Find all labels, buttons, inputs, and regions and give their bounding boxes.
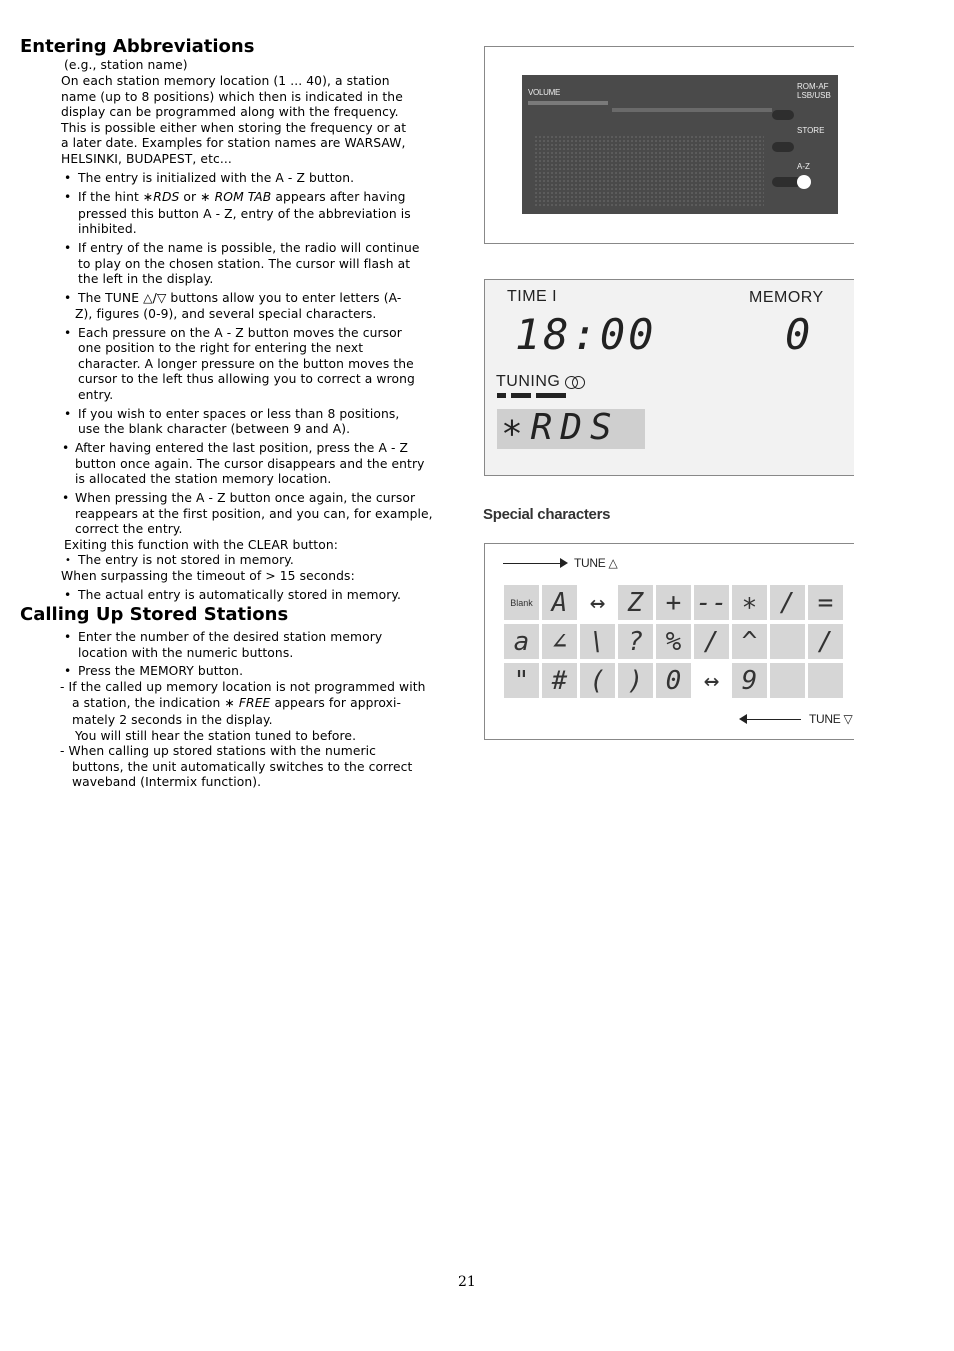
bullet-text: If entry of the name is possible, the radio will continue bbox=[78, 241, 420, 255]
intro-line: name (up to 8 positions) which then is indicated in the bbox=[61, 90, 403, 104]
volume-label: VOLUME bbox=[528, 88, 560, 97]
bullet-text: character. A longer pressure on the button moves the bbox=[78, 357, 414, 371]
bullet-dot: • bbox=[64, 241, 72, 255]
intro-line: HELSINKI, BUDAPEST, etc... bbox=[61, 152, 232, 166]
az-label: A-Z bbox=[797, 162, 810, 171]
calling-text: - If the called up memory location is not programmed with bbox=[60, 680, 426, 694]
bullet-text: The entry is initialized with the A - Z button. bbox=[78, 171, 355, 185]
az-button-indicator-icon bbox=[797, 175, 811, 189]
bullet-text: After having entered the last position, press the A - Z bbox=[75, 441, 409, 455]
special-char-cell: -- bbox=[693, 584, 730, 621]
stereo-icon bbox=[565, 376, 585, 388]
volume-bar bbox=[528, 101, 608, 105]
intro-line: This is possible either when storing the frequency or at bbox=[61, 121, 407, 135]
special-char-cell: 9 bbox=[731, 662, 768, 699]
bullet-text: pressed this button A - Z, entry of the abbreviation is bbox=[78, 207, 411, 221]
special-char-cell bbox=[769, 623, 806, 660]
lcd-display-figure bbox=[484, 279, 854, 476]
intro-eg: (e.g., station name) bbox=[64, 58, 188, 72]
bullet-text: The TUNE △/▽ buttons allow you to enter letters (A- bbox=[78, 291, 402, 305]
bullet-dot: • bbox=[64, 407, 72, 421]
bullet-text: reappears at the first position, and you can, for example, bbox=[75, 507, 433, 521]
bullet-text: use the blank character (between 9 and A). bbox=[78, 422, 351, 436]
rds-display-box bbox=[497, 409, 645, 449]
intro-line: display can be programmed along with the frequency. bbox=[61, 105, 399, 119]
special-char-cell: A bbox=[541, 584, 578, 621]
bullet-text: to play on the chosen station. The cursor will flash at bbox=[78, 257, 411, 271]
radio-display-panel bbox=[522, 75, 838, 214]
special-char-cell bbox=[807, 662, 844, 699]
tune-down-arrow-icon bbox=[747, 719, 801, 720]
special-char-cell: 0 bbox=[655, 662, 692, 699]
special-char-cell: ( bbox=[579, 662, 616, 699]
bullet-text: inhibited. bbox=[78, 222, 137, 236]
timeout-text: When surpassing the timeout of > 15 seconds: bbox=[61, 569, 355, 583]
special-char-cell: Z bbox=[617, 584, 654, 621]
special-char-cell: # bbox=[541, 662, 578, 699]
bullet-dot: • bbox=[64, 171, 72, 185]
calling-text: Press the MEMORY button. bbox=[78, 664, 244, 678]
bullet-text: entry. bbox=[78, 388, 114, 402]
special-char-cell: = bbox=[807, 584, 844, 621]
memory-label: MEMORY bbox=[749, 289, 824, 306]
tune-down-label: TUNE ▽ bbox=[809, 712, 853, 726]
dot-matrix-display bbox=[534, 135, 764, 207]
special-char-cell: % bbox=[655, 623, 692, 660]
tune-up-arrow-icon bbox=[503, 563, 565, 564]
section-title-entering-abbreviations: Entering Abbreviations bbox=[20, 36, 255, 57]
time-label: TIME I bbox=[507, 288, 558, 305]
calling-text: mately 2 seconds in the display. bbox=[72, 713, 273, 727]
bullet-text: one position to the right for entering the next bbox=[78, 341, 364, 355]
bullet-text: is allocated the station memory location. bbox=[75, 472, 332, 486]
bullet-text: cursor to the left thus allowing you to correct a wrong bbox=[78, 372, 415, 386]
special-char-cell: \ bbox=[579, 623, 616, 660]
intro-line: a later date. Examples for station names are WARSAW, bbox=[61, 136, 406, 150]
store-label: STORE bbox=[797, 126, 825, 135]
calling-text: You will still hear the station tuned to before. bbox=[75, 729, 357, 743]
special-char-cell: ∠ bbox=[541, 623, 578, 660]
special-characters-title: Special characters bbox=[483, 506, 611, 523]
special-char-cell: / bbox=[693, 623, 730, 660]
timeout-bullet: The actual entry is automatically stored in memory. bbox=[78, 588, 402, 602]
special-char-cell: / bbox=[769, 584, 806, 621]
special-char-cell: / bbox=[807, 623, 844, 660]
bullet-text-rds-hint: If the hint ∗RDS or ∗ ROM TAB appears after having bbox=[78, 190, 406, 204]
romaf-button bbox=[772, 110, 794, 120]
bullet-dot: • bbox=[64, 291, 72, 305]
arrow-head-left-icon bbox=[739, 714, 747, 724]
special-char-cell: ? bbox=[617, 623, 654, 660]
special-char-cell: ↔ bbox=[579, 584, 616, 621]
calling-text: buttons, the unit automatically switches to the correct bbox=[72, 760, 413, 774]
bullet-text: Each pressure on the A - Z button moves the cursor bbox=[78, 326, 402, 340]
calling-text: location with the numeric buttons. bbox=[78, 646, 294, 660]
memory-number-display: 0 bbox=[785, 310, 811, 359]
store-button bbox=[772, 142, 794, 152]
special-char-cell: Blank bbox=[503, 584, 540, 621]
volume-bar-track bbox=[612, 108, 772, 112]
bullet-text: correct the entry. bbox=[75, 522, 183, 536]
bullet-dot: • bbox=[64, 190, 72, 204]
special-characters-figure bbox=[484, 543, 854, 740]
bullet-dot: • bbox=[64, 326, 72, 340]
intro-line: On each station memory location (1 ... 40), a station bbox=[61, 74, 390, 88]
clock-display: 18:00 bbox=[515, 310, 657, 359]
romaf-label: ROM-AF bbox=[797, 82, 829, 91]
bullet-dot: • bbox=[62, 441, 70, 455]
bullet-text: the left in the display. bbox=[78, 272, 214, 286]
bullet-text: If you wish to enter spaces or less than 8 positions, bbox=[78, 407, 400, 421]
bullet-text: Z), figures (0-9), and several special characters. bbox=[75, 307, 377, 321]
calling-text: waveband (Intermix function). bbox=[72, 775, 262, 789]
bullet-dot: • bbox=[62, 491, 70, 505]
bullet-text: When pressing the A - Z button once again, the cursor bbox=[75, 491, 416, 505]
bullet-dot: • bbox=[65, 555, 71, 566]
calling-text-free: a station, the indication ∗ FREE appears for approxi- bbox=[72, 696, 402, 710]
bullet-dot: • bbox=[64, 664, 72, 678]
radio-panel-figure bbox=[484, 46, 854, 244]
special-char-cell: ) bbox=[617, 662, 654, 699]
page-number: 21 bbox=[458, 1274, 476, 1290]
bullet-text: button once again. The cursor disappears and the entry bbox=[75, 457, 425, 471]
exit-text: Exiting this function with the CLEAR button: bbox=[64, 538, 338, 552]
bullet-dot: • bbox=[64, 630, 72, 644]
special-char-cell: ^ bbox=[731, 623, 768, 660]
special-char-cell: " bbox=[503, 662, 540, 699]
lsbusb-label: LSB/USB bbox=[797, 91, 831, 100]
bullet-dot: • bbox=[64, 588, 72, 602]
special-char-cell bbox=[769, 662, 806, 699]
tune-up-label: TUNE △ bbox=[574, 556, 618, 570]
special-char-cell: + bbox=[655, 584, 692, 621]
calling-text: Enter the number of the desired station memory bbox=[78, 630, 383, 644]
special-char-cell: ↔ bbox=[693, 662, 730, 699]
tuning-label: TUNING bbox=[496, 373, 585, 391]
special-char-cell: a bbox=[503, 623, 540, 660]
special-char-cell: ∗ bbox=[731, 584, 768, 621]
rds-text: ∗RDS bbox=[501, 407, 620, 448]
arrow-head-right-icon bbox=[560, 558, 568, 568]
calling-text: - When calling up stored stations with the numeric bbox=[60, 744, 377, 758]
exit-bullet: The entry is not stored in memory. bbox=[78, 553, 294, 567]
section-title-calling-up: Calling Up Stored Stations bbox=[20, 604, 289, 625]
